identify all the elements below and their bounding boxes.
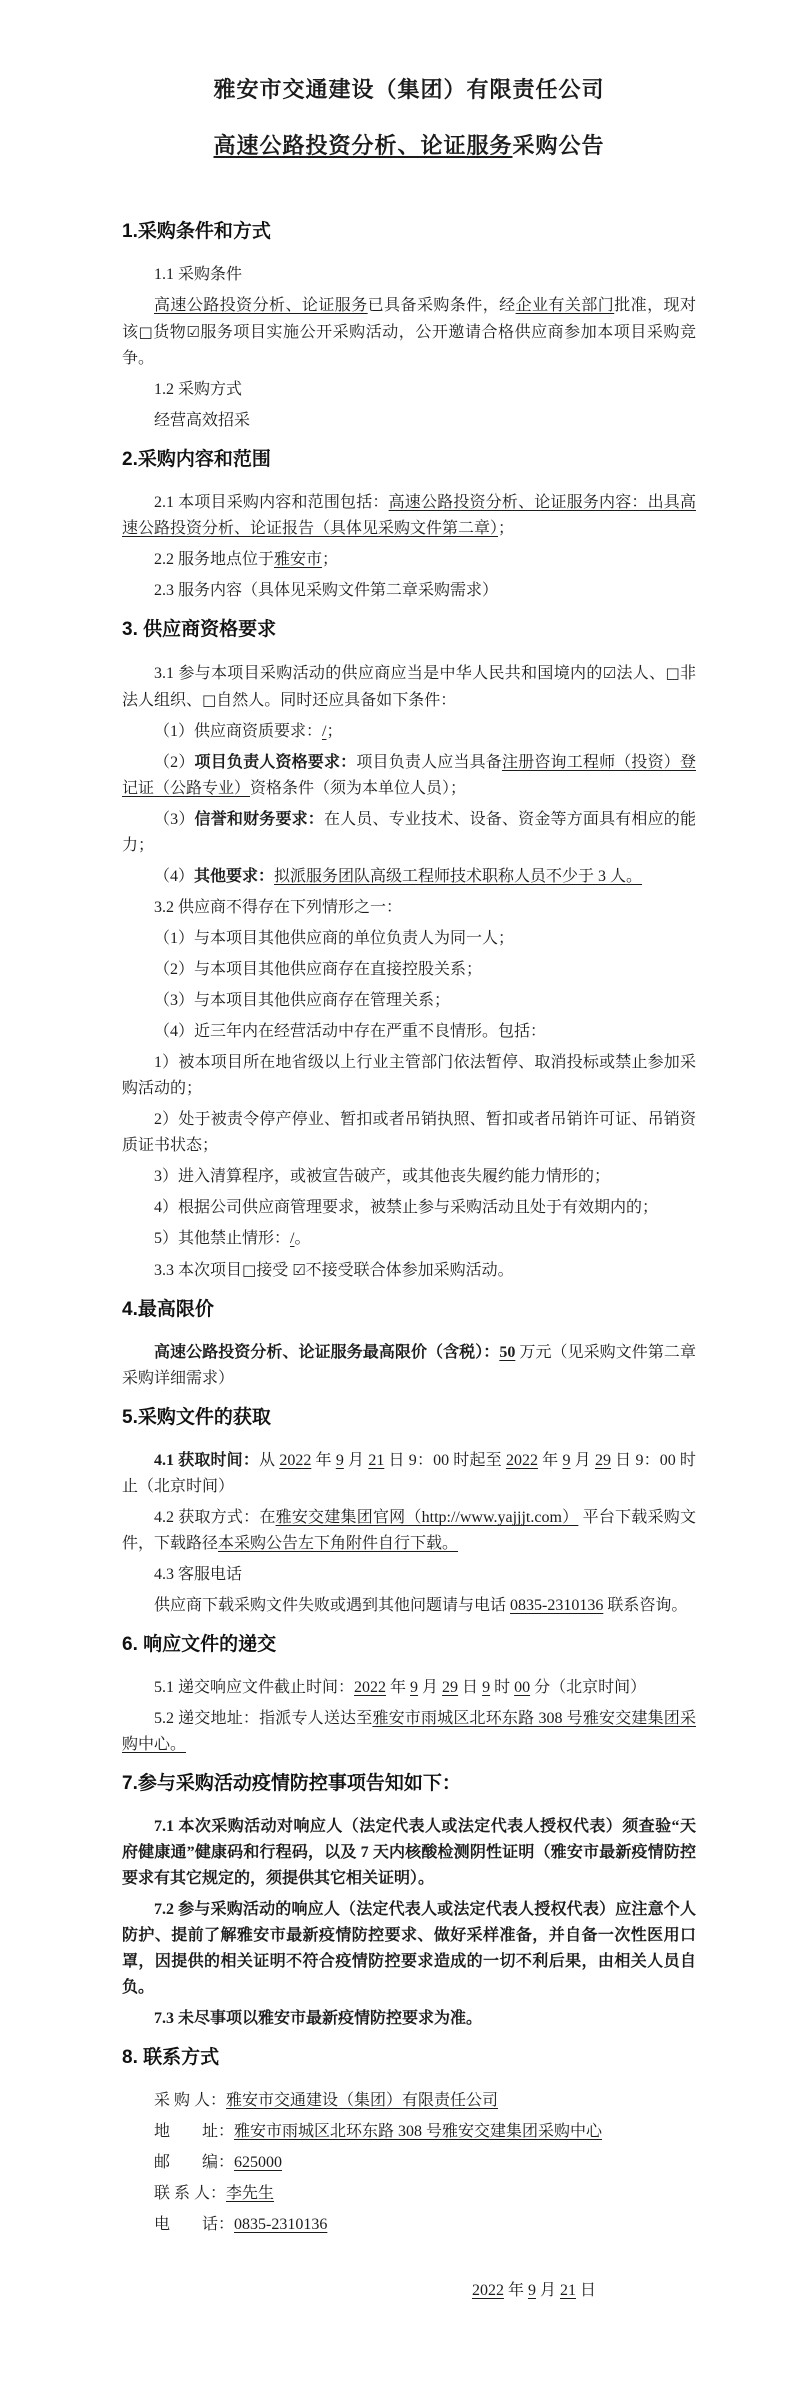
text-run: 联系咨询。 [603,1597,688,1614]
text-run: 4.3 客服电话 [154,1566,243,1583]
text-run: 经营高效招采 [154,412,251,429]
text-run: 在人员、专业技术、设备、资金等方面具有相应的能力； [122,811,696,854]
text-run: 本采购公告左下角附件自行下载。 [218,1535,459,1552]
para-5-service-phone-label [122,1562,696,1588]
text-run: 29 [442,1679,459,1696]
text-run: 雅安市雨城区北环东路 308 号雅安交建集团采购中心 [234,2123,603,2140]
text-run: 3. 供应商资格要求 [122,619,277,640]
text-run: 月 [535,2282,560,2299]
doc-title-company [122,74,696,106]
text-run: 月 [418,1679,443,1696]
text-run: 雅安市雨城区北环东路 308 号雅安交建集团采购中心。 [122,1710,696,1753]
text-run: 7.3 未尽事项以雅安市最新疫情防控要求为准。 [154,2010,483,2027]
text-run: 21 [368,1452,385,1469]
text-run: 自然人。同时还应具备如下条件： [216,692,457,709]
text-run: 年 [503,2282,528,2299]
text-run: 2.1 本项目采购内容和范围包括： [154,494,389,511]
text-run: 货物 [153,324,187,341]
contact-zip [122,2150,696,2176]
text-run: 已具备采购条件，经 [367,297,516,314]
text-run: 1.1 采购条件 [154,266,243,283]
text-run: 年 [311,1452,336,1469]
text-run: 联 系 人： [154,2185,227,2202]
text-run: 雅安市交通建设（集团）有限责任公司 [226,2092,499,2109]
doc-title-announcement [122,130,696,162]
text-run: 地 址： [154,2123,235,2140]
text-run: （1）与本项目其他供应商的单位负责人为同一人； [154,930,515,947]
para-3-2-item-3 [122,988,696,1014]
text-run: 8. 联系方式 [122,2047,220,2068]
text-run: 采购公告 [512,133,605,158]
text-run: 不接受联合体参加采购活动。 [305,1262,514,1279]
para-2-1 [122,490,696,542]
text-run: 1）被本项目所在地省级以上行业主管部门依法暂停、取消投标或禁止参加采购活动的； [122,1054,696,1097]
text-run: 21 [559,2282,576,2299]
text-run: 2022 [279,1452,312,1469]
text-run: 5.1 递交响应文件截止时间： [154,1679,355,1696]
text-run: 日 [575,2282,596,2299]
para-3-2-sub-1 [122,1050,696,1102]
text-run: 0835-2310136 [234,2216,328,2233]
text-run: 2.2 服务地点位于 [154,551,275,568]
para-7-3 [122,2006,696,2032]
text-run: 1.采购条件和方式 [122,221,271,242]
text-run: 2022 [505,1452,538,1469]
text-run: 5.2 递交地址：指派专人送达至 [154,1710,373,1727]
document-body [122,74,696,2304]
text-run: 5）其他禁止情形： [154,1230,291,1247]
text-run: 2.3 服务内容（具体见采购文件第二章采购需求） [154,582,499,599]
text-run: （1）供应商资质要求： [154,723,323,740]
text-run: 高速公路投资分析、论证服务内容：出具高速公路投资分析、论证报告（具体见采购文件第二章） [122,494,696,537]
checkbox-natural-person-unchecked: □ [202,691,217,709]
text-run: （3） [154,811,195,828]
text-run: 高速公路投资分析、论证服务 [213,133,513,158]
text-run: 高速公路投资分析、论证服务最高限价（含税）： [154,1344,500,1361]
text-run: 9 [562,1452,571,1469]
text-run: 李先生 [226,2185,275,2202]
text-run: / [322,723,327,740]
para-5-service-phone-body [122,1593,696,1619]
text-run: 3.1 参与本项目采购活动的供应商应当是中华人民共和国境内的 [154,665,603,682]
para-2-2 [122,547,696,573]
text-run: 雅安交建集团官网（http://www.yajjjt.com） [275,1509,579,1526]
heading-5-document-acquisition [122,1404,696,1432]
heading-1-conditions [122,218,696,246]
text-run: 9 [335,1452,344,1469]
text-run: 接受 [256,1262,293,1279]
text-run: 4）根据公司供应商管理要求，被禁止参与采购活动且处于有效期内的； [154,1199,659,1216]
text-run: 7.参与采购活动疫情防控事项告知如下： [122,1773,461,1794]
text-run: 5.采购文件的获取 [122,1407,271,1428]
text-run: 9 [482,1679,491,1696]
para-3-2-sub-2 [122,1107,696,1159]
text-run: 供应商下载采购文件失败或遇到其他问题请与电话 [154,1597,511,1614]
text-run: 50 [499,1344,516,1361]
text-run: （4） [154,868,195,885]
para-6-address [122,1706,696,1758]
para-4-price [122,1340,696,1392]
para-5-method [122,1505,696,1557]
text-run: 625000 [234,2154,283,2171]
para-3-2-sub-5 [122,1226,696,1252]
para-2-3 [122,578,696,604]
checkbox-unincorporated-org-unchecked: □ [665,664,680,682]
checkbox-services-checked: ☑ [186,323,200,341]
text-run: 企业有关部门 [515,297,615,314]
para-3-1-item-3 [122,807,696,859]
text-run: 7.2 参与采购活动的响应人（法定代表人或法定代表人授权代表）应注意个人防护、提前了解雅安市最新疫情防控要求、做好采样准备，并自备一次性医用口罩，因提供的相关证明不符合疫情防控要求造成的一切不利后果，由相关人员自负。 [122,1901,696,1996]
text-run: 服务项目实施公开采购活动，公开邀请合格供应商参加本项目采购竞争。 [122,324,696,367]
text-run: 拟派服务团队高级工程师技术职称人员不少于 3 人。 [274,868,643,885]
heading-2-scope [122,446,696,474]
checkbox-legal-person-checked: ☑ [602,664,617,682]
text-run: 信誉和财务要求： [194,811,324,828]
checkbox-accept-consortium-unchecked: □ [242,1261,257,1279]
contact-person [122,2181,696,2207]
heading-8-contact [122,2044,696,2072]
para-3-2 [122,895,696,921]
para-3-1-item-1 [122,719,696,745]
para-3-2-sub-3 [122,1164,696,1190]
text-run: 。 [294,1230,311,1247]
text-run: 非法人组织、 [122,665,696,709]
text-run: 29 [594,1452,611,1469]
text-run: 雅安市交通建设（集团）有限责任公司 [213,77,605,102]
text-run: 3）进入清算程序，或被宣告破产，或其他丧失履约能力情形的； [154,1168,611,1185]
text-run: 9 [527,2282,536,2299]
para-1-1-body [122,293,696,372]
text-run: 项目负责人应当具备 [356,754,502,771]
para-3-2-sub-4 [122,1195,696,1221]
text-run: 从 [258,1452,280,1469]
para-3-1-item-4 [122,864,696,890]
text-run: 4.最高限价 [122,1299,214,1320]
para-3-2-item-2 [122,957,696,983]
text-run: 分（北京时间） [530,1679,647,1696]
heading-7-epidemic-notice [122,1770,696,1798]
text-run: 6. 响应文件的递交 [122,1634,277,1655]
para-3-1-item-2 [122,750,696,802]
text-run: 00 [514,1679,531,1696]
announcement-date [122,2278,696,2304]
text-run: 月 [570,1452,595,1469]
para-3-1 [122,660,696,714]
text-run: （2）与本项目其他供应商存在直接控股关系； [154,961,483,978]
checkbox-reject-consortium-checked: ☑ [292,1261,306,1279]
text-run: 3.3 本次项目 [154,1262,243,1279]
text-run: 雅安市 [274,551,323,568]
text-run: 平台下载采购文件，下载路径 [122,1509,696,1552]
para-5-time [122,1448,696,1500]
text-run: 批准，现对该 [122,297,696,341]
para-1-1-label [122,262,696,288]
para-3-3 [122,1257,696,1284]
text-run: 年 [537,1452,563,1469]
text-run: 4.2 获取方式：在 [154,1509,276,1526]
text-run: 2022 [354,1679,387,1696]
text-run: ； [498,520,515,537]
heading-4-price-limit [122,1296,696,1324]
text-run: ； [322,551,339,568]
text-run: ； [326,723,343,740]
text-run: 电 话： [154,2216,235,2233]
text-run: 2）处于被责令停产停业、暂扣或者吊销执照、暂扣或者吊销许可证、吊销资质证书状态； [122,1111,696,1154]
text-run: 日 9：00 时止（北京时间） [122,1452,696,1495]
text-run: 1.2 采购方式 [154,381,243,398]
text-run: 项目负责人资格要求： [194,754,357,771]
heading-6-submission [122,1631,696,1659]
para-7-1 [122,1814,696,1892]
para-6-deadline [122,1675,696,1701]
heading-3-qualification [122,616,696,644]
text-run: 时 [490,1679,515,1696]
text-run: 2.采购内容和范围 [122,449,271,470]
para-1-2-label [122,377,696,403]
para-3-2-item-1 [122,926,696,952]
para-1-2-body [122,408,696,434]
contact-phone [122,2212,696,2238]
text-run: （3）与本项目其他供应商存在管理关系； [154,992,451,1009]
text-run: 2022 [471,2282,504,2299]
text-run: 高速公路投资分析、论证服务 [154,297,368,314]
text-run: 邮 编： [154,2154,235,2171]
text-run: / [290,1230,295,1247]
text-run: （2） [154,754,195,771]
text-run: 注册咨询工程师（投资）登记证（公路专业） [122,754,696,797]
checkbox-goods-unchecked: □ [138,323,154,341]
text-run: 3.2 供应商不得存在下列情形之一： [154,899,403,916]
text-run: （4）近三年内在经营活动中存在严重不良情形。包括： [154,1023,547,1040]
para-3-2-item-4 [122,1019,696,1045]
text-run: 资格条件（须为本单位人员）； [250,780,467,797]
para-7-2 [122,1897,696,2001]
text-run: 其他要求： [194,868,275,885]
contact-address [122,2119,696,2145]
text-run: 法人、 [616,665,666,682]
text-run: 9 [410,1679,419,1696]
text-run: 日 [458,1679,483,1696]
text-run: 采 购 人： [154,2092,227,2109]
text-run: 4.1 获取时间： [154,1452,259,1469]
text-run: 年 [386,1679,411,1696]
contact-buyer [122,2088,696,2114]
text-run: 月 [343,1452,369,1469]
text-run: 7.1 本次采购活动对响应人（法定代表人或法定代表人授权代表）须查验“天府健康通”健康码和行程码，以及 7 天内核酸检测阴性证明（雅安市最新疫情防控要求有其它规定的，须提供其它相关证明）。 [122,1818,696,1887]
text-run: 万元（见采购文件第二章采购详细需求） [122,1344,696,1387]
text-run: 0835-2310136 [510,1597,604,1614]
text-run: 日 9：00 时起至 [384,1452,506,1469]
